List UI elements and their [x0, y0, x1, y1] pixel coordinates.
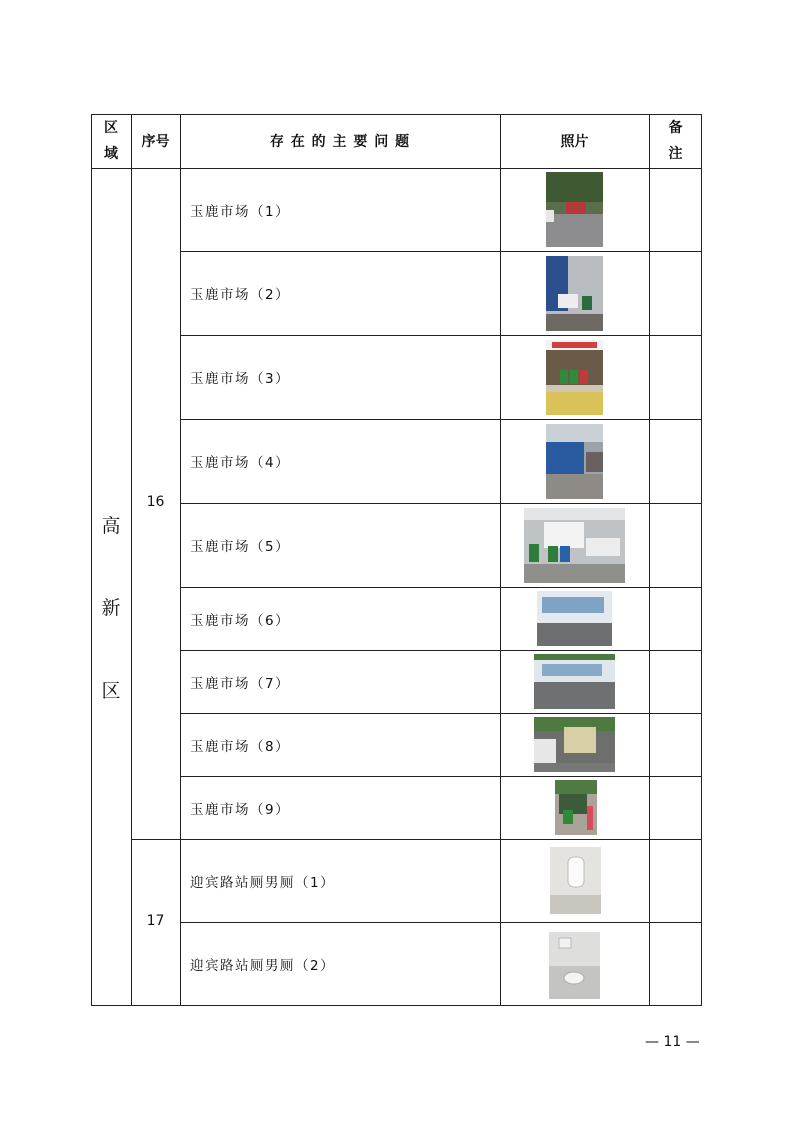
- problem-text: 玉鹿市场（5）: [190, 539, 291, 555]
- photo-thumbnail: [546, 172, 603, 247]
- region-char: 高: [101, 515, 121, 537]
- column-divider: [500, 114, 501, 1006]
- header-divider: [91, 168, 702, 169]
- problem-text: 玉鹿市场（1）: [190, 203, 291, 220]
- problem-text: 玉鹿市场（2）: [190, 287, 291, 303]
- column-divider: [180, 114, 181, 1006]
- column-divider: [649, 114, 650, 1006]
- problem-text: 玉鹿市场（9）: [190, 801, 291, 818]
- photo-thumbnail: [549, 932, 600, 999]
- photo-thumbnail: [555, 780, 597, 835]
- header-photo: 照片: [560, 134, 589, 150]
- problem-text: 玉鹿市场（4）: [190, 455, 291, 471]
- photo-thumbnail: [524, 508, 625, 583]
- page-number: — 11 —: [645, 1034, 700, 1050]
- photo-thumbnail: [550, 847, 601, 914]
- problem-text: 玉鹿市场（7）: [190, 675, 291, 692]
- region-char: 区: [101, 680, 121, 702]
- header-remark: [649, 114, 702, 168]
- group-number: 16: [146, 494, 165, 510]
- problem-text: 迎宾路站厕男厕（1）: [190, 874, 336, 891]
- photo-thumbnail: [537, 591, 612, 646]
- group-number: 17: [146, 913, 165, 929]
- problem-text: 玉鹿市场（6）: [190, 612, 291, 629]
- header-remark-bottom: 注: [668, 146, 683, 162]
- header-problems: 存 在 的 主 要 问 题: [269, 134, 411, 150]
- problem-text: 迎宾路站厕男厕（2）: [190, 958, 336, 974]
- header-region-bottom: 域: [104, 146, 118, 162]
- region-char: 新: [101, 597, 121, 619]
- photo-thumbnail: [534, 654, 615, 709]
- header-remark-top: 备: [668, 120, 683, 136]
- photo-thumbnail: [546, 424, 603, 499]
- column-divider: [131, 114, 132, 1006]
- header-region: [91, 114, 131, 168]
- problem-text: 玉鹿市场（8）: [190, 738, 291, 755]
- photo-thumbnail: [546, 256, 603, 331]
- photo-thumbnail: [546, 340, 603, 415]
- problem-text: 玉鹿市场（3）: [190, 371, 291, 387]
- header-region-top: 区: [104, 120, 118, 136]
- photo-thumbnail: [534, 717, 615, 772]
- header-seq: 序号: [141, 134, 170, 150]
